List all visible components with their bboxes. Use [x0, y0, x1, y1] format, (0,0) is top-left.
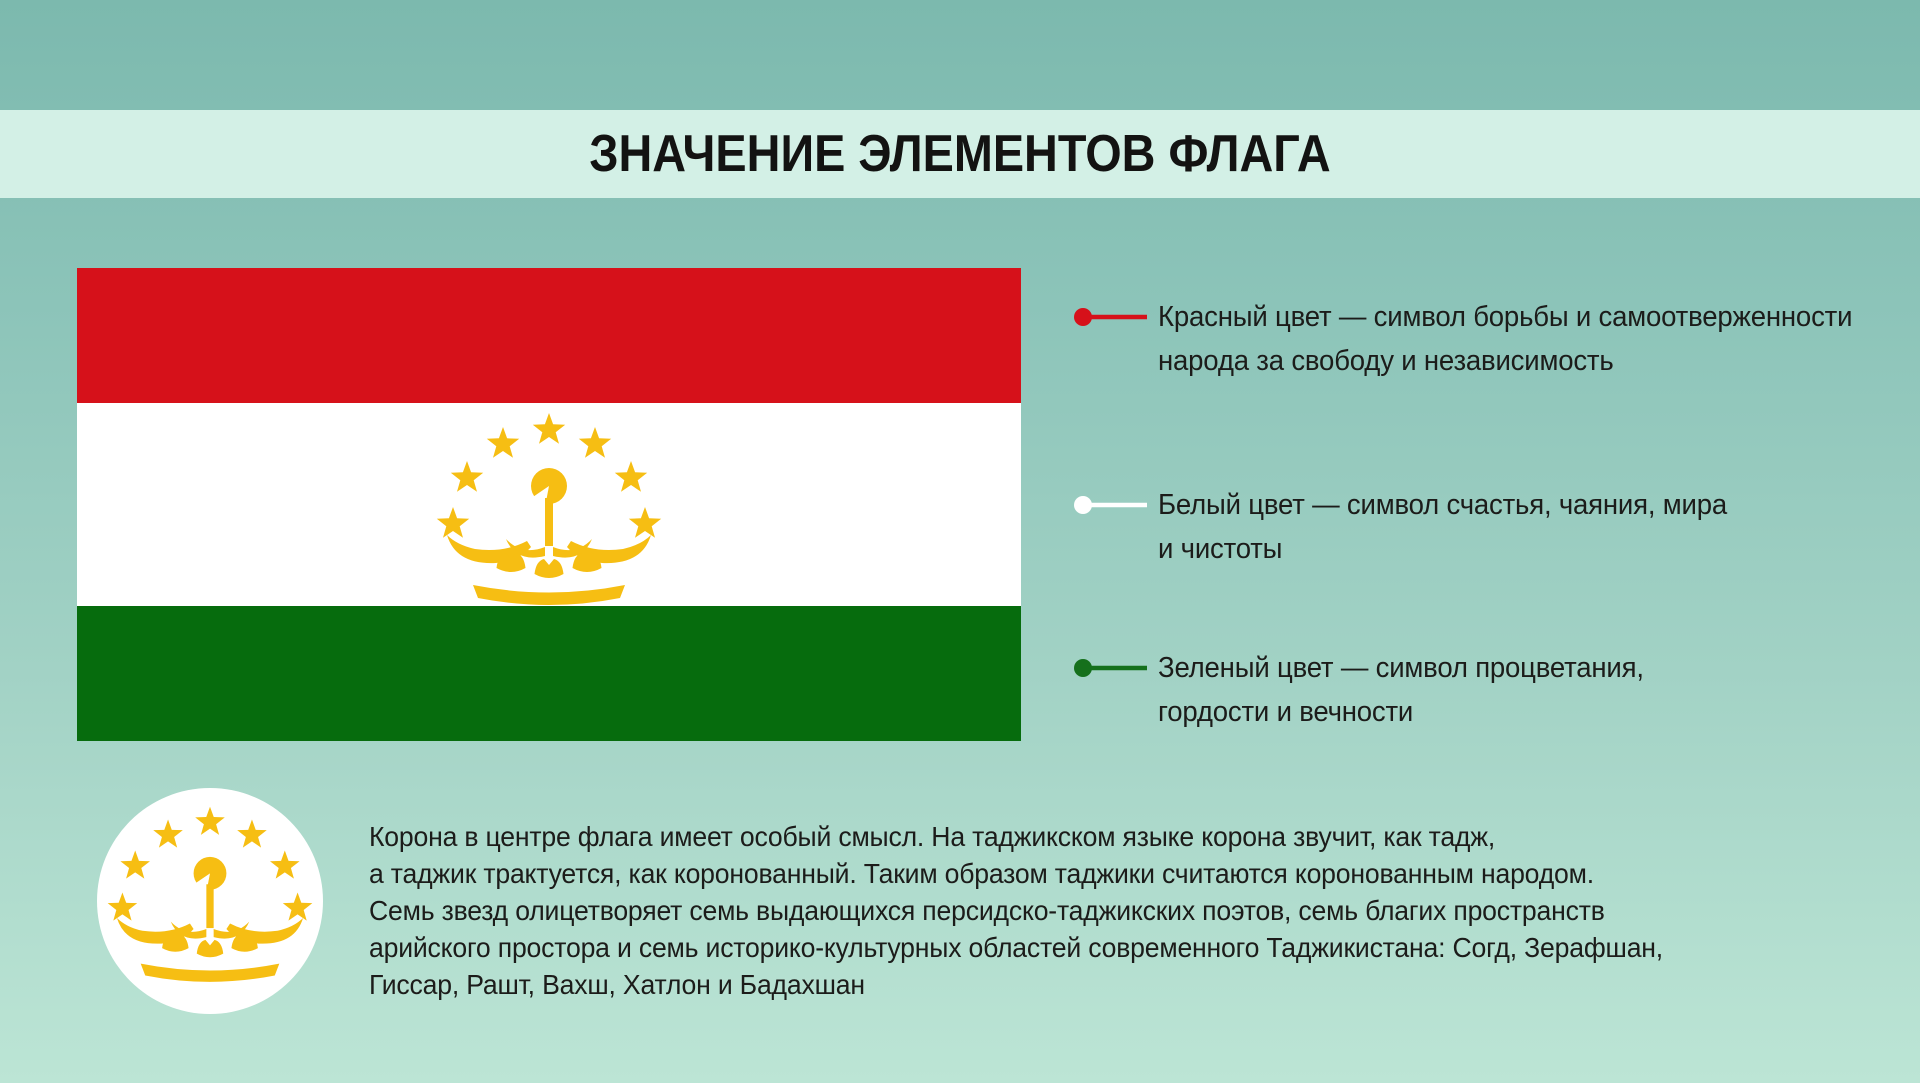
legend-red-line2: народа за свободу и независимость: [1158, 345, 1614, 377]
legend-text-white: [1158, 483, 1727, 571]
legend-green-line2: гордости и вечности: [1158, 696, 1414, 728]
legend-text-red: [1158, 295, 1852, 383]
red-dot-line-icon: [1071, 305, 1151, 329]
flag-crown-stars-icon: [434, 410, 664, 615]
crown-icon: [437, 413, 661, 605]
paragraph-line: Гиссар, Рашт, Вахш, Хатлон и Бадахшан: [369, 969, 865, 1000]
circle-crown-stars-icon: [105, 804, 315, 991]
page-title: ЗНАЧЕНИЕ ЭЛЕМЕНТОВ ФЛАГА: [589, 125, 1331, 183]
crown-icon: [108, 807, 313, 982]
legend-text-green: [1158, 646, 1644, 734]
paragraph-line: арийского простора и семь историко-культурных областей современного Таджикистана: Согд, Зерафшан,: [369, 932, 1664, 963]
paragraph-line: Корона в центре флага имеет особый смысл. На таджикском языке корона звучит, как тадж,: [369, 821, 1496, 852]
paragraph-line: а таджик трактуется, как коронованный. Таким образом таджики считаются коронованным народом.: [369, 858, 1594, 889]
legend-white-line2: и чистоты: [1158, 533, 1283, 565]
legend-white-line1: Белый цвет — символ счастья, чаяния, мира: [1158, 489, 1728, 521]
title-band: [0, 110, 1920, 198]
flag-red-stripe: [77, 268, 1021, 403]
legend-red-line1: Красный цвет — символ борьбы и самоотверженности: [1158, 301, 1853, 333]
green-dot-line-icon: [1071, 656, 1151, 680]
crown-description: [369, 818, 1663, 1003]
paragraph-line: Семь звезд олицетворяет семь выдающихся персидско-таджикских поэтов, семь благих пространств: [369, 895, 1605, 926]
white-dot-line-icon: [1071, 493, 1151, 517]
legend-green-line1: Зеленый цвет — символ процветания,: [1158, 652, 1644, 684]
flag-green-stripe: [77, 606, 1021, 741]
